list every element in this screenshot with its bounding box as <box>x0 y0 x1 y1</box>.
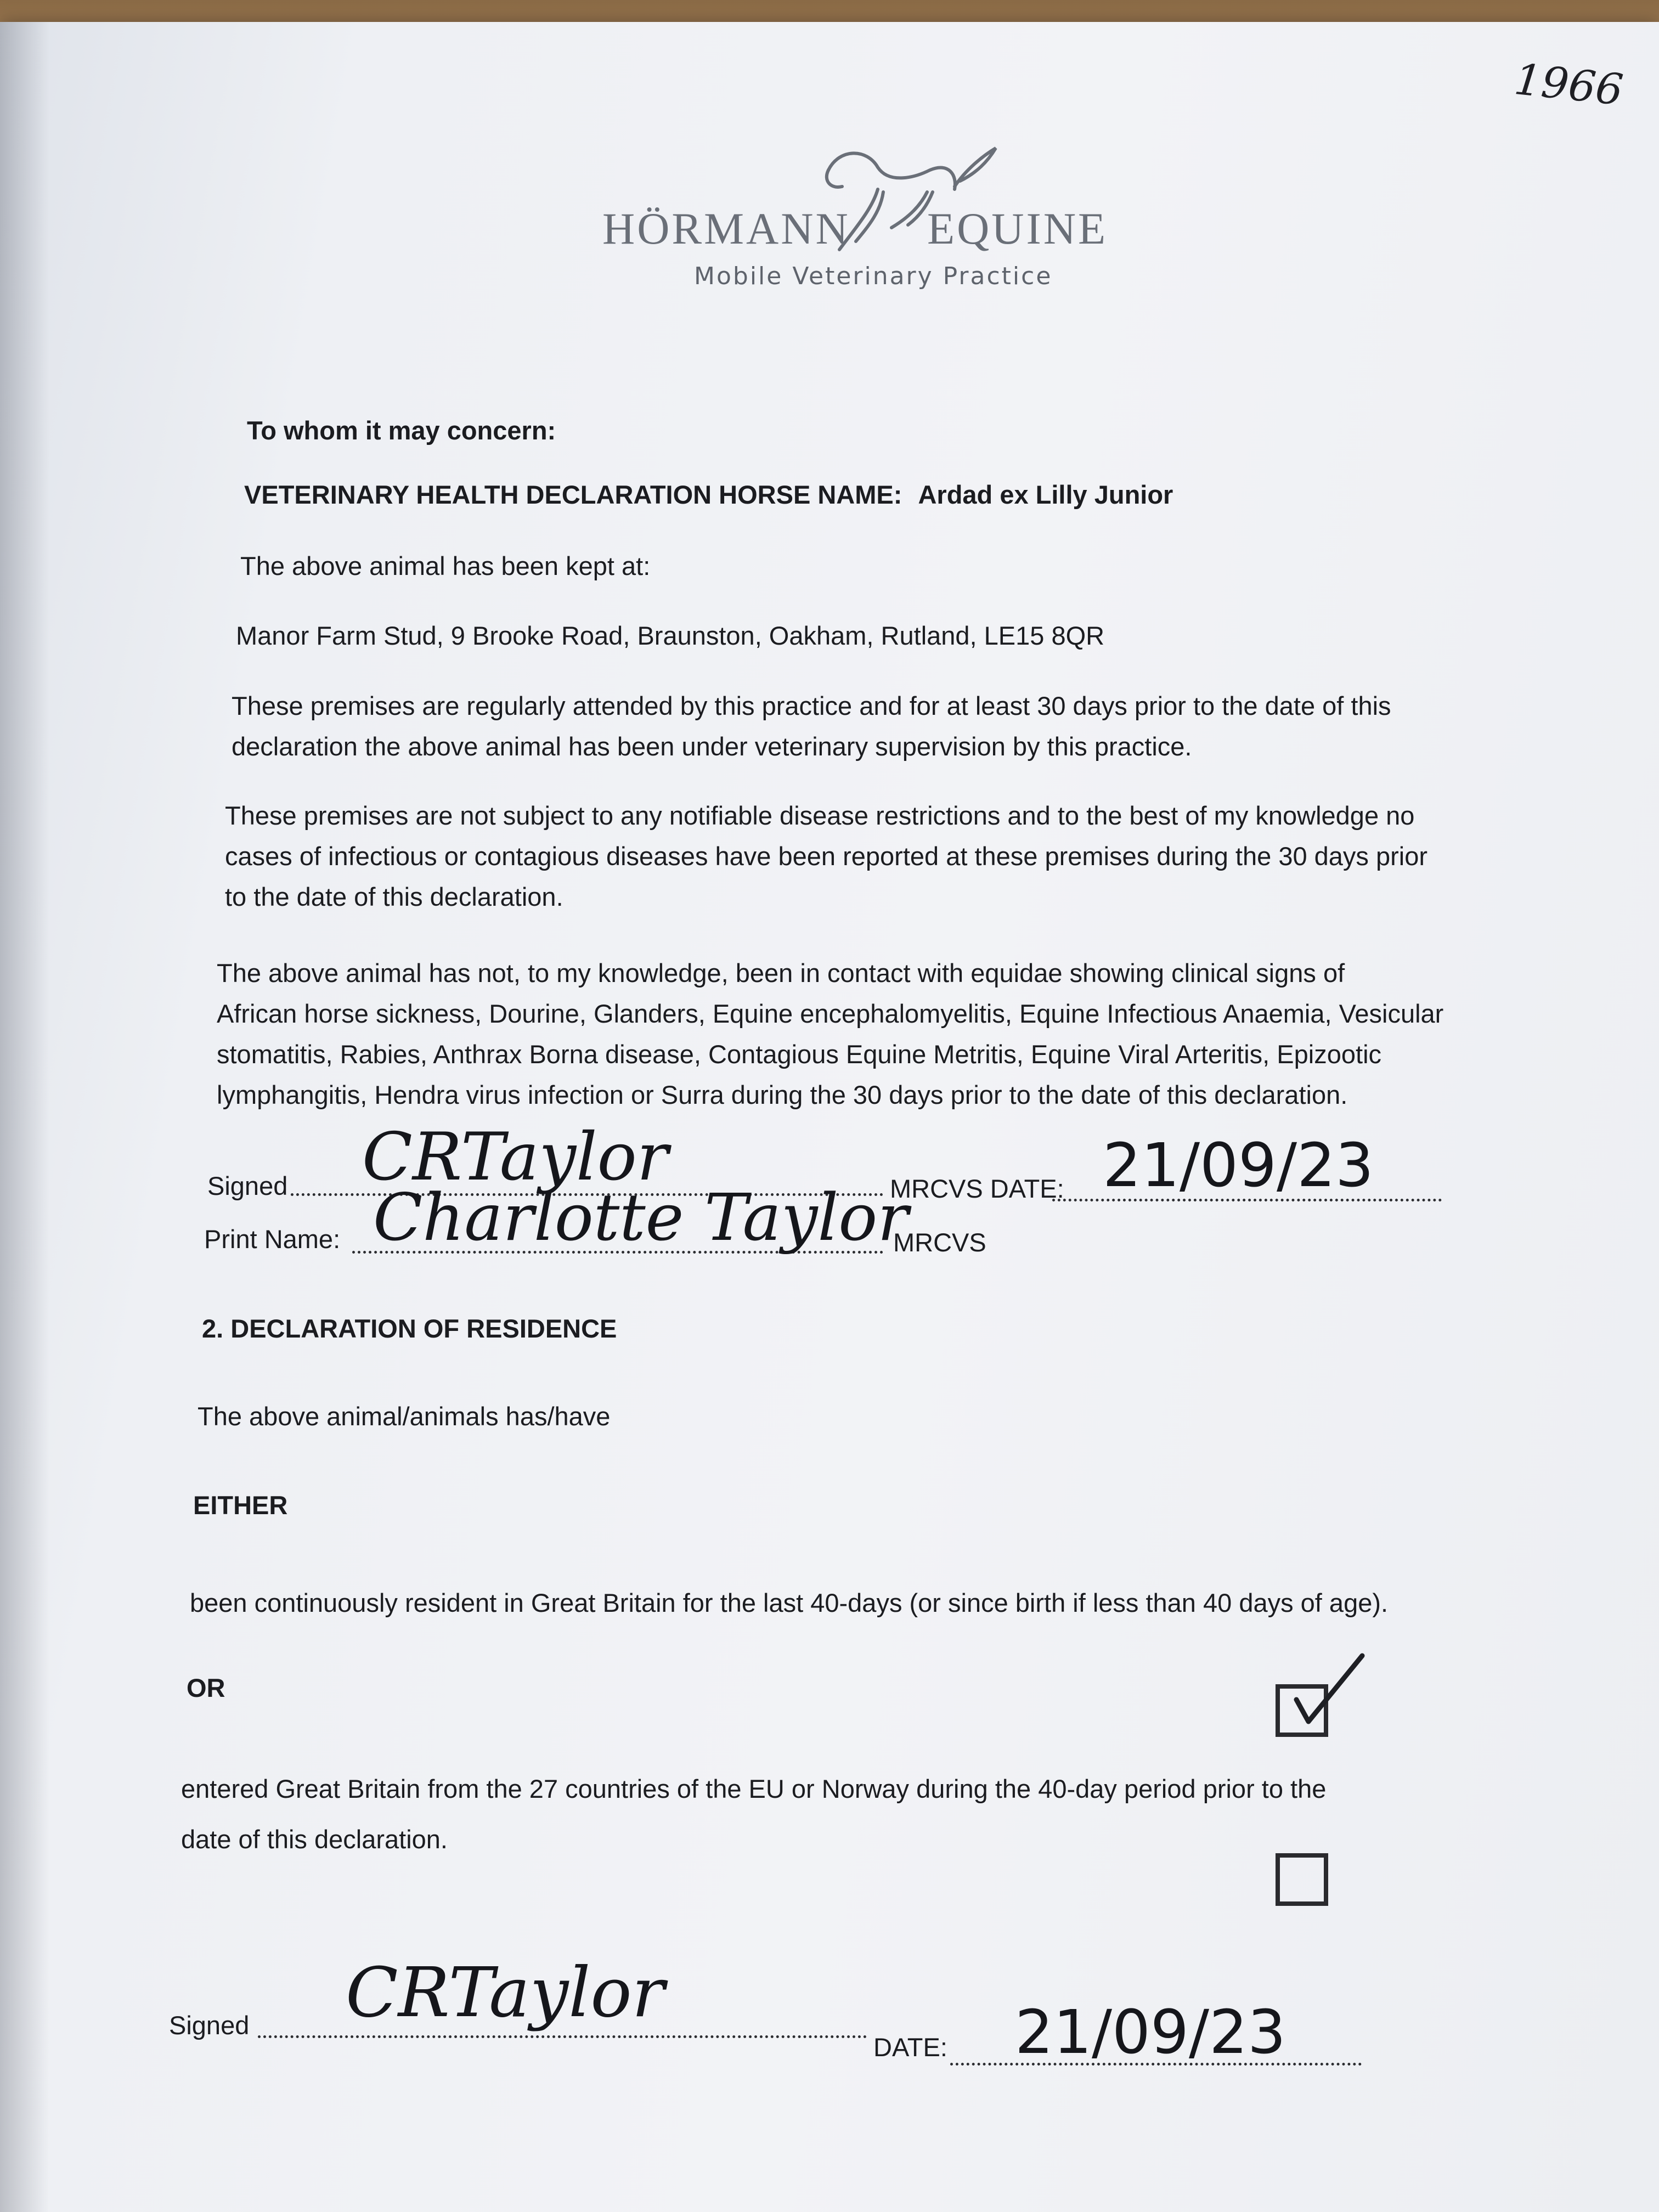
paragraph-line: These premises are not subject to any notifiable disease restrictions and to the best of my knowledge no <box>225 801 1415 830</box>
option-1-checkbox[interactable] <box>1276 1684 1328 1737</box>
date-label-2: DATE: <box>873 2033 947 2062</box>
either-label: EITHER <box>193 1491 288 1520</box>
declaration-title-label: VETERINARY HEALTH DECLARATION HORSE NAME: <box>244 480 902 509</box>
salutation: To whom it may concern: <box>247 416 556 445</box>
supervision-paragraph <box>232 686 1391 767</box>
mrcvs-label: MRCVS <box>893 1228 986 1257</box>
horse-name: Ardad ex Lilly Junior <box>918 480 1173 509</box>
paragraph-line: to the date of this declaration. <box>225 882 563 911</box>
check-mark-icon <box>1274 1645 1368 1738</box>
signed-label-2: Signed <box>169 2011 250 2040</box>
declaration-title <box>244 475 1173 515</box>
residence-heading: 2. DECLARATION OF RESIDENCE <box>202 1314 617 1343</box>
document-page <box>0 22 1659 2212</box>
option-2-checkbox[interactable] <box>1276 1853 1328 1906</box>
brand-name-right: EQUINE <box>927 204 1108 253</box>
kept-at-label: The above animal has been kept at: <box>240 551 651 580</box>
paragraph-line: stomatitis, Rabies, Anthrax Borna disease, Contagious Equine Metritis, Equine Viral Arteritis, Epizootic <box>217 1040 1382 1069</box>
page-shadow <box>0 22 49 2212</box>
printed-name-handwritten: Charlotte Taylor <box>373 1180 909 1255</box>
residence-option-1: been continuously resident in Great Britain for the last 40-days (or since birth if less than 40 days of age). <box>190 1588 1389 1617</box>
paragraph-line: declaration the above animal has been under veterinary supervision by this practice. <box>232 732 1192 761</box>
residence-option-2 <box>181 1764 1326 1865</box>
signature-handwritten: CRTaylor <box>362 1119 669 1195</box>
paragraph-line: lymphangitis, Hendra virus infection or Surra during the 30 days prior to the date of this declaration. <box>217 1080 1348 1109</box>
paragraph-line: These premises are regularly attended by this practice and for at least 30 days prior to the date of this <box>232 691 1391 720</box>
or-label: OR <box>187 1673 225 1702</box>
premises-address: Manor Farm Stud, 9 Brooke Road, Braunston, Oakham, Rutland, LE15 8QR <box>236 621 1105 650</box>
paragraph-line: entered Great Britain from the 27 countries of the EU or Norway during the 40-day period prior to the <box>181 1774 1327 1803</box>
brand-tagline: Mobile Veterinary Practice <box>694 262 1053 290</box>
date-handwritten-2: 21/09/23 <box>1015 1997 1286 2067</box>
signature-line-2 <box>258 2035 867 2038</box>
brand-name-left: HÖRMANN <box>602 204 850 253</box>
paragraph-line: date of this declaration. <box>181 1825 448 1854</box>
clinical-signs-paragraph <box>217 953 1443 1115</box>
paragraph-line: cases of infectious or contagious diseases have been reported at these premises during the 30 days prior <box>225 842 1428 871</box>
signature-handwritten-2: CRTaylor <box>346 1953 665 2033</box>
disease-restriction-paragraph <box>225 795 1427 917</box>
date-handwritten: 21/09/23 <box>1103 1130 1374 1200</box>
paragraph-line: The above animal has not, to my knowledge, been in contact with equidae showing clinical signs of <box>217 958 1345 988</box>
signed-label: Signed <box>207 1171 288 1200</box>
residence-intro: The above animal/animals has/have <box>198 1402 611 1431</box>
reference-number: 1966 <box>1511 54 1626 116</box>
print-name-label: Print Name: <box>204 1224 341 1254</box>
practice-logo <box>598 137 1108 302</box>
mrcvs-date-label: MRCVS DATE: <box>890 1174 1064 1203</box>
paragraph-line: African horse sickness, Dourine, Glanders, Equine encephalomyelitis, Equine Infectious Anaemia, Vesicular <box>217 999 1444 1028</box>
